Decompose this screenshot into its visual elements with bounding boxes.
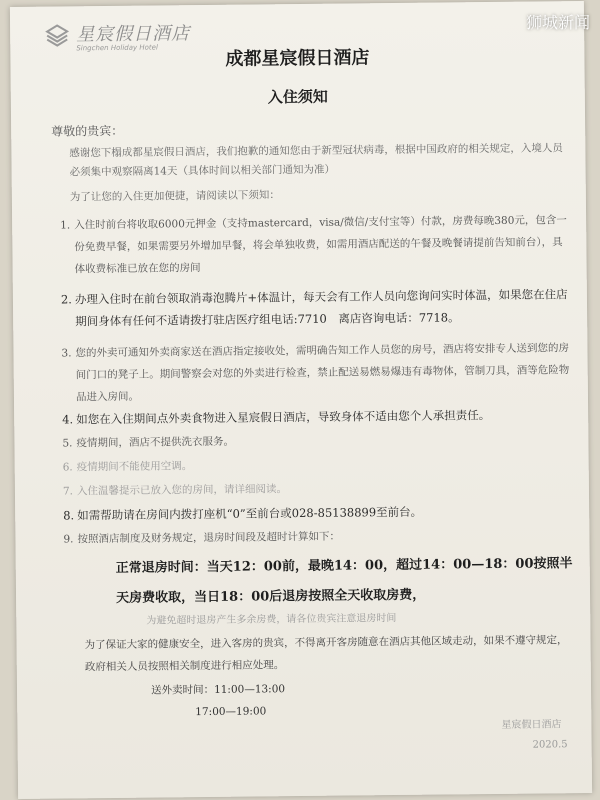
list-item <box>62 427 570 454</box>
list-item-number: 2. <box>60 292 72 307</box>
list-item-number: 5. <box>62 437 73 450</box>
delivery-slot-1: ：11:00—13:00 <box>203 683 286 697</box>
list-item-text: 您的外卖可通知外卖商家送在酒店指定接收处，需明确告知工作人员您的房号，酒店将安排专人送到您的房间门口的凳子上。期间警察会对您的外卖进行检查，禁止配送易燃易爆违有毒物体，管制刀具，酒等危险物品进入房间。 <box>75 342 570 404</box>
delivery-times <box>151 678 285 723</box>
list-item <box>62 451 571 478</box>
notice-title: 入住须知 <box>267 87 328 107</box>
greeting: 尊敬的贵宾： <box>51 123 124 139</box>
list-item-text: 入住时前台将收取6000元押金（支持mastercard，visa/微信/支付宝等）付款，房费每晚380元，包含一份免费早餐，如果需要另外增加早餐，将会单独收费，如需用酒店配送的午餐及晚餐请提前告知前台），具体收费标准已放在您的房间 <box>74 214 567 276</box>
list-item <box>60 283 569 332</box>
signature-date: 2020.5 <box>532 739 568 751</box>
list-item-text: 入住温馨提示已放入您的房间，请详细阅读。 <box>76 483 287 498</box>
watermark: 狮城新闻 <box>525 13 590 32</box>
list-item-number: 4. <box>62 412 74 427</box>
checkout-note: 为避免超时退房产生多余房费，请各位贵宾注意退房时间 <box>146 613 397 627</box>
list-item <box>61 337 570 408</box>
list-item-text: 按照酒店制度及财务规定，退房时间段及超时计算如下： <box>77 530 340 546</box>
signature-name: 星宸假日酒店 <box>501 719 562 731</box>
list-item <box>62 475 571 502</box>
intro-paragraph: 感谢您下榻成都星宸假日酒店，我们抱歉的通知您由于新型冠状病毒，根据中国政府的相关规定，入境人员必须集中观察隔离14天（具体时间以相关部门通知为准） <box>69 142 563 179</box>
list-item-number: 3. <box>61 347 72 360</box>
checkout-times: 正常退房时间：当天12：00前，最晚14：00，超过14：00—18：00按照半天房费收取，当日18：00后退房按照全天收取房费， <box>115 556 573 606</box>
logo-chinese-name: 星宸假日酒店 <box>76 23 191 46</box>
list-item <box>62 403 570 430</box>
list-item-text: 如需帮助请在房间内拨打座机“0”至前台或028-85138899至前台。 <box>77 504 423 523</box>
list-item <box>63 523 571 550</box>
list-item-number: 8. <box>63 508 75 523</box>
hotel-name-title: 成都星宸假日酒店 <box>225 47 370 70</box>
delivery-slot-2: 17:00—19:00 <box>195 705 267 719</box>
closing-paragraph: 为了保证大家的健康安全，进入客房的贵宾，不得离开客房随意在酒店其他区域走动，如果不遵守规定，政府相关人员按照相关制度进行相应处理。 <box>84 634 568 674</box>
list-item-text: 疫情期间不能使用空调。 <box>76 460 193 474</box>
list-item-text: 如您在入住期间点外卖食物进入星宸假日酒店，导致身体不适由您个人承担责任。 <box>76 408 491 427</box>
notice-paper <box>10 1 592 799</box>
list-item <box>63 499 571 526</box>
list-item <box>60 209 569 280</box>
lead-paragraph: 为了让您的入住更加便捷，请阅读以下须知： <box>69 189 280 204</box>
list-item-number: 9. <box>63 533 74 546</box>
list-item-text: 疫情期间，酒店不提供洗衣服务。 <box>76 435 234 450</box>
list-item-number: 7. <box>62 485 74 498</box>
list-item-text: 办理入住时在前台领取消毒泡腾片+体温计，每天会有工作人员向您询问实时体温，如果您在住店期间身体有任何不适请拨打驻店医疗组电话:7710 离店咨询电话：7718。 <box>74 287 568 329</box>
delivery-times-label: 送外卖时间 <box>150 684 204 697</box>
list-item-number: 1. <box>60 219 71 232</box>
list-item-number: 6. <box>62 461 73 474</box>
logo-english-name: Singchen Holiday Hotel <box>76 43 158 53</box>
